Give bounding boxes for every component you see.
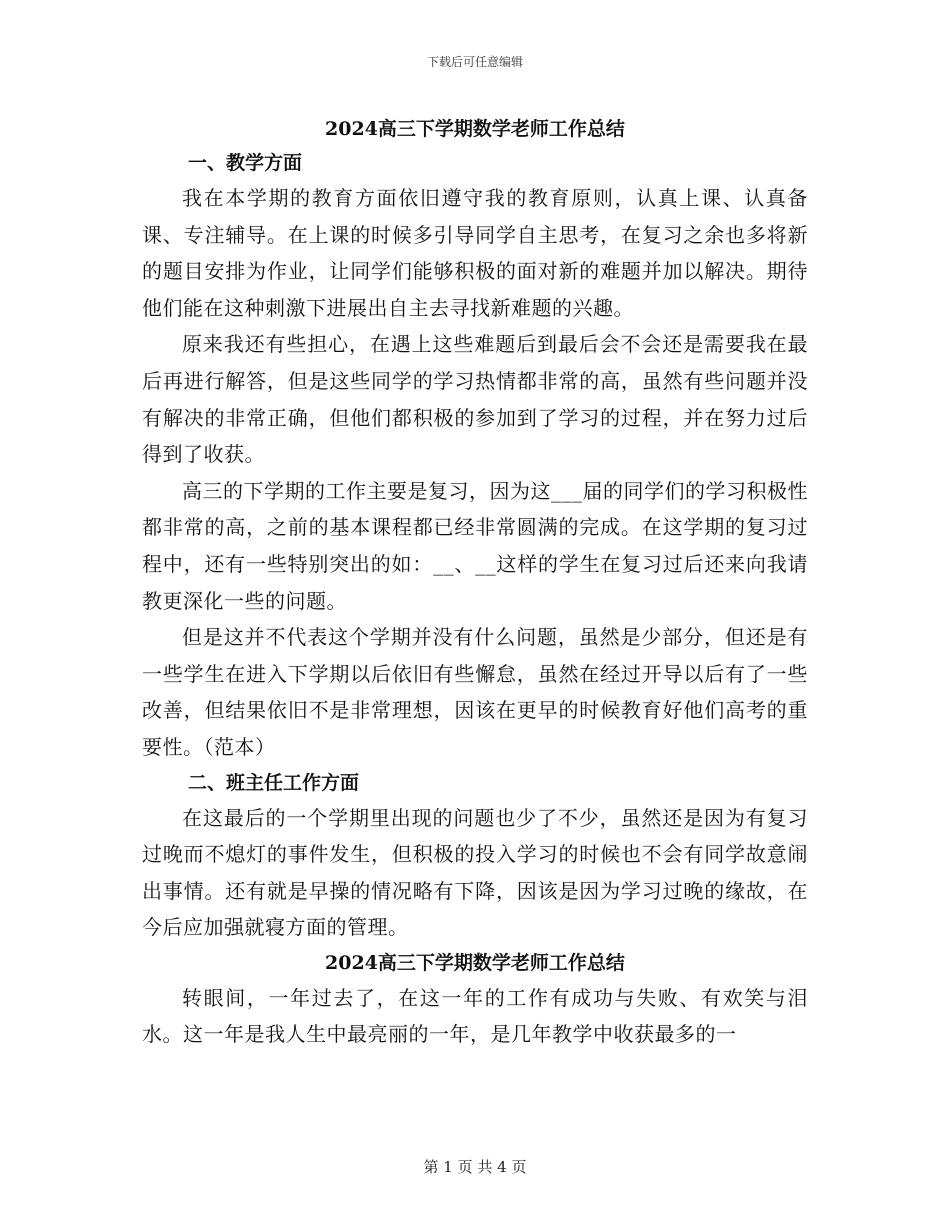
header-note: 下载后可任意编辑 <box>426 55 523 69</box>
document-title-second: 2024高三下学期数学老师工作总结 <box>325 951 625 974</box>
section-heading-homeroom: 二、班主任工作方面 <box>188 771 360 794</box>
paragraph: 我在本学期的教育方面依旧遵守我的教育原则，认真上课、认真备课、专注辅导。在上课的时候多引导同学自主思考，在复习之余也多将新的题目安排为作业，让同学们能够积极的面对新的难题并加以解决。期待他们能在这种刺激下进展出自主去寻找新难题的兴趣。 <box>142 186 808 320</box>
document-title: 2024高三下学期数学老师工作总结 <box>325 118 625 140</box>
page-number: 第 1 页 共 4 页 <box>423 1158 527 1176</box>
paragraph: 高三的下学期的工作主要是复习，因为这___届的同学们的学习积极性都非常的高，之前的基本课程都已经非常圆满的完成。在这学期的复习过程中，还有一些特别突出的如：__、__这样的学生在复习过后还来向我请教更深化一些的问题。 <box>142 478 808 613</box>
paragraph: 原来我还有些担心，在遇上这些难题后到最后会不会还是需要我在最后再进行解答，但是这些同学的学习热情都非常的高，虽然有些问题并没有解决的非常正确，但他们都积极的参加到了学习的过程，并在努力过后得到了收获。 <box>142 332 808 467</box>
document-body <box>142 112 808 1053</box>
paragraph: 转眼间，一年过去了，在这一年的工作有成功与失败、有欢笑与泪水。这一年是我人生中最亮丽的一年，是几年教学中收获最多的一 <box>142 985 808 1047</box>
paragraph: 但是这并不代表这个学期并没有什么问题，虽然是少部分，但还是有一些学生在进入下学期以后依旧有些懈怠，虽然在经过开导以后有了一些改善，但结果依旧不是非常理想，因该在更早的时候教育好他们高考的重要性。（范本） <box>142 625 808 759</box>
paragraph: 在这最后的一个学期里出现的问题也少了不少，虽然还是因为有复习过晚而不熄灯的事件发生，但积极的投入学习的时候也不会有同学故意闹出事情。还有就是早操的情况略有下降，因该是因为学习过晚的缘故，在今后应加强就寝方面的管理。 <box>142 805 808 940</box>
section-heading-teaching: 一、教学方面 <box>188 152 303 174</box>
